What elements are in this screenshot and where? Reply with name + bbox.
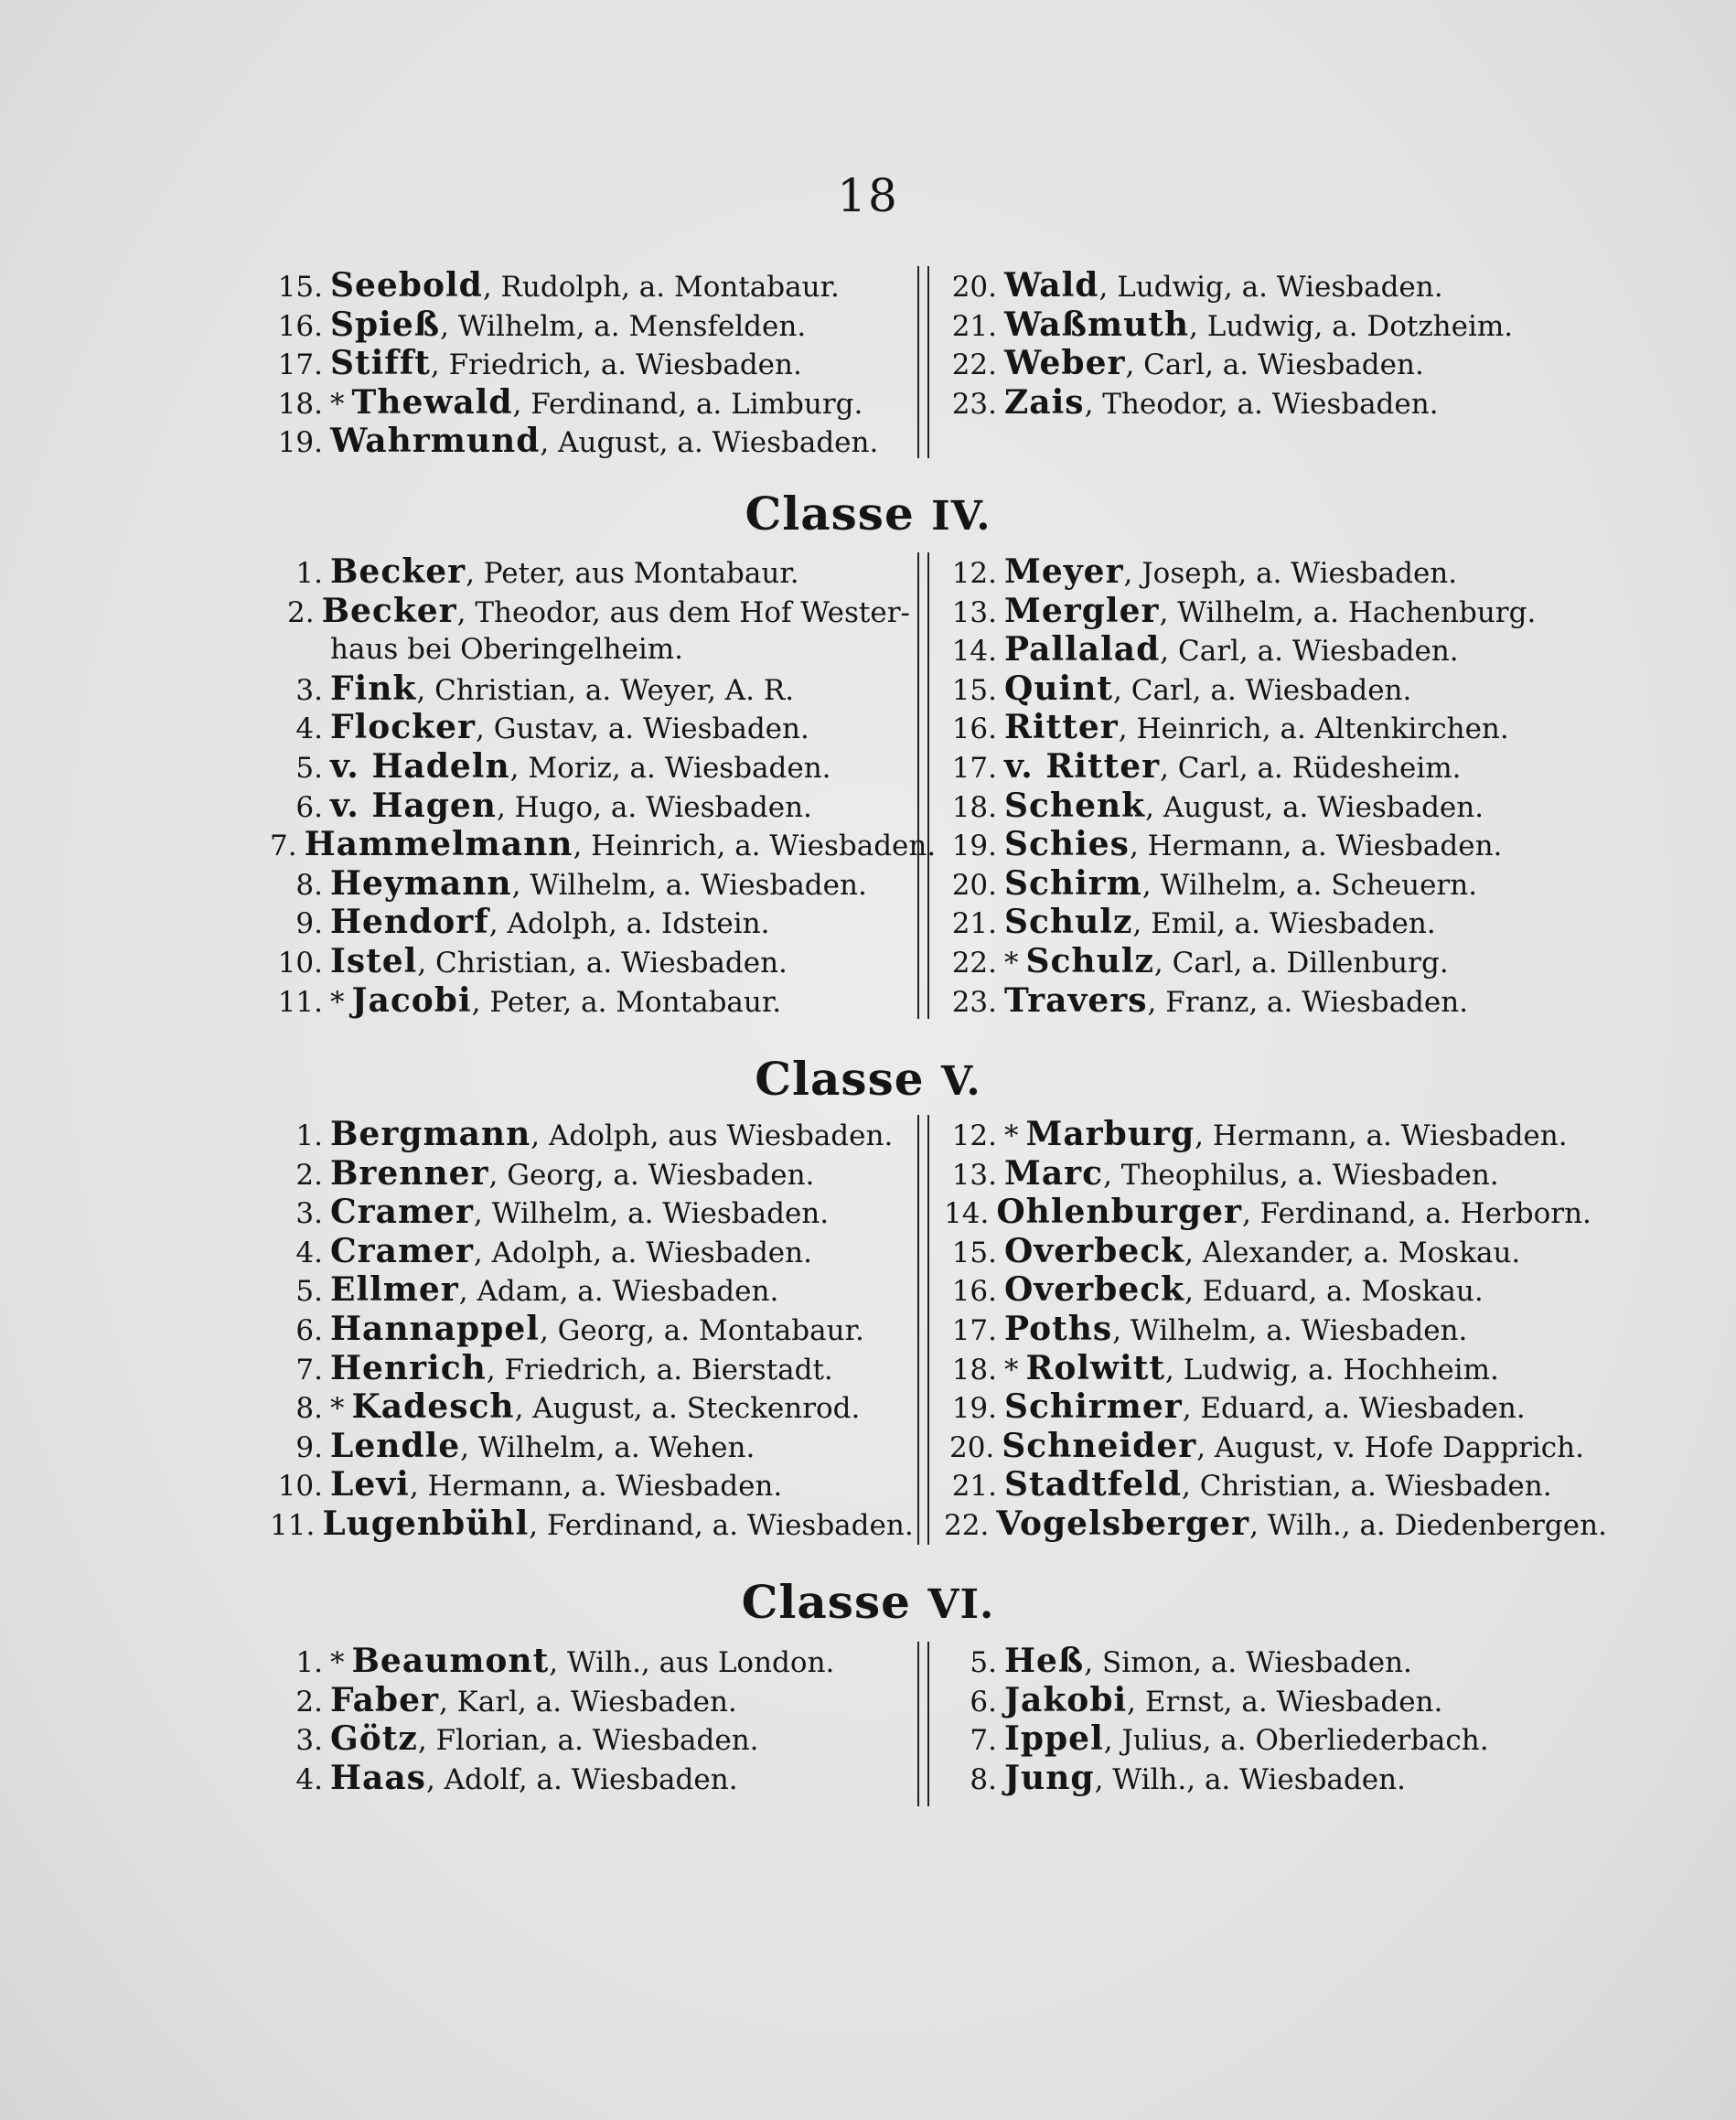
list-item xyxy=(944,383,1584,423)
column-divider xyxy=(917,1642,929,1806)
entry-details: , Eduard, a. Wiesbaden. xyxy=(1182,1392,1526,1426)
entry-asterisk: * xyxy=(1004,1353,1019,1387)
list-item xyxy=(944,903,1584,942)
entry-details: , Franz, a. Wiesbaden. xyxy=(1147,985,1469,1019)
list-item xyxy=(944,1232,1584,1271)
entry-number: 8. xyxy=(970,1762,997,1796)
entry-number: 22. xyxy=(951,946,997,980)
entry-asterisk: * xyxy=(1004,1119,1019,1152)
entry-number: 20. xyxy=(948,1430,995,1464)
entry-surname: Weber xyxy=(1004,344,1126,383)
entry-details: , Georg, a. Wiesbaden. xyxy=(488,1158,815,1192)
entry-number: 3. xyxy=(295,1197,323,1231)
list-item xyxy=(270,1310,910,1349)
entry-surname: Schulz xyxy=(1025,941,1154,980)
list-item xyxy=(270,1270,910,1310)
entry-surname: Flocker xyxy=(330,708,476,747)
list-item xyxy=(270,1115,910,1154)
entry-details: , Alexander, a. Moskau. xyxy=(1184,1236,1521,1269)
entry-details: , Peter, aus Montabaur. xyxy=(466,557,799,590)
entry-surname: Lugenbühl xyxy=(322,1504,530,1543)
list-item xyxy=(270,903,910,942)
column-divider xyxy=(917,1115,929,1545)
entry-number: 7. xyxy=(270,830,297,863)
entry-number: 14. xyxy=(951,635,997,669)
entry-number: 16. xyxy=(951,1275,997,1309)
entry-surname: Hammelmann xyxy=(304,825,573,864)
entry-details: , August, a. Steckenrod. xyxy=(514,1392,861,1426)
entry-surname: Schulz xyxy=(1004,903,1133,942)
entry-number: 19. xyxy=(277,426,323,460)
entry-details: , Wilhelm, a. Hachenburg. xyxy=(1159,595,1537,629)
entry-asterisk: * xyxy=(330,985,345,1019)
list-item xyxy=(270,1504,914,1544)
entry-surname: Jung xyxy=(1004,1758,1095,1797)
entry-number: 18. xyxy=(277,387,323,421)
entry-surname: Levi xyxy=(330,1465,410,1504)
entry-details: , August, v. Hofe Dapprich. xyxy=(1196,1430,1584,1464)
list-item xyxy=(270,981,910,1021)
entry-surname: Wahrmund xyxy=(330,422,541,461)
entry-details: , Adolph, a. Idstein. xyxy=(488,907,770,941)
entry-number: 18. xyxy=(951,1353,997,1387)
entry-number: 1. xyxy=(295,557,323,590)
entry-surname: Bergmann xyxy=(330,1115,531,1153)
entry-surname: Stadtfeld xyxy=(1004,1465,1182,1504)
entry-surname: Seebold xyxy=(330,266,483,305)
entry-number: 1. xyxy=(295,1119,323,1152)
list-item xyxy=(270,669,910,709)
entry-surname: Thewald xyxy=(351,382,513,422)
entry-details: , Theodor, a. Wiesbaden. xyxy=(1084,387,1439,421)
entry-number: 5. xyxy=(295,1275,323,1309)
entry-number: 17. xyxy=(951,1313,997,1347)
entry-surname: Ohlenburger xyxy=(996,1193,1242,1232)
entry-details: , Hermann, a. Wiesbaden. xyxy=(1195,1119,1568,1152)
entry-details: , Carl, a. Wiesbaden. xyxy=(1125,348,1424,382)
list-item xyxy=(270,1154,910,1194)
entry-surname: Quint xyxy=(1004,669,1114,708)
entry-surname: v. Hadeln xyxy=(330,746,510,786)
entry-surname: Pallalad xyxy=(1004,630,1161,669)
entry-number: 7. xyxy=(970,1724,997,1758)
entry-surname: Jacobi xyxy=(351,980,472,1020)
list-item xyxy=(944,1719,1584,1759)
entry-number: 6. xyxy=(295,790,323,824)
entry-details: , Emil, a. Wiesbaden. xyxy=(1132,907,1436,941)
entry-number: 16. xyxy=(277,309,323,343)
entry-number: 21. xyxy=(951,1470,997,1504)
entry-number: 16. xyxy=(951,712,997,746)
entry-surname: Hendorf xyxy=(330,903,489,942)
entry-details: , Rudolph, a. Montabaur. xyxy=(482,271,840,304)
entry-surname: Henrich xyxy=(330,1348,487,1387)
entry-surname: Istel xyxy=(330,941,418,980)
heading-word: Classe xyxy=(741,1575,911,1629)
entry-number: 7. xyxy=(295,1353,323,1387)
entry-surname: Becker xyxy=(321,591,457,630)
entry-number: 2. xyxy=(286,595,315,629)
entry-number: 17. xyxy=(277,348,323,382)
list-item xyxy=(944,1759,1584,1798)
entry-surname: Ellmer xyxy=(330,1270,459,1310)
entry-surname: Schirm xyxy=(1004,863,1142,903)
entry-surname: Vogelsberger xyxy=(996,1504,1250,1543)
entry-number: 15. xyxy=(951,673,997,707)
list-item xyxy=(270,1465,910,1504)
entry-asterisk: * xyxy=(1004,946,1019,980)
entry-number: 6. xyxy=(295,1313,323,1347)
entry-details: , Ernst, a. Wiesbaden. xyxy=(1127,1685,1443,1718)
entry-surname: Kadesch xyxy=(351,1387,515,1427)
entry-details: , Theodor, aus dem Hof Wester- xyxy=(456,595,910,629)
heading-classe-v xyxy=(0,1052,1736,1106)
entry-surname: Poths xyxy=(1004,1309,1113,1348)
list-item xyxy=(270,787,910,826)
list-item xyxy=(270,305,910,345)
list-item xyxy=(944,630,1584,669)
list-item xyxy=(270,1232,910,1271)
entry-surname: Ritter xyxy=(1004,708,1119,747)
heading-classe-vi xyxy=(0,1575,1736,1629)
entry-surname: v. Ritter xyxy=(1004,746,1161,786)
entry-surname: Heß xyxy=(1004,1642,1085,1680)
list-item xyxy=(944,1427,1584,1466)
column-right xyxy=(944,552,1584,1020)
entry-number: 8. xyxy=(295,1392,323,1426)
list-item xyxy=(944,669,1584,709)
entry-details: , Ferdinand, a. Wiesbaden. xyxy=(529,1508,914,1542)
entry-number: 23. xyxy=(951,387,997,421)
entry-surname: Heymann xyxy=(330,863,512,903)
entry-details: , Eduard, a. Moskau. xyxy=(1184,1275,1484,1309)
list-item xyxy=(270,1719,910,1759)
entry-details: , Wilh., aus London. xyxy=(549,1646,835,1679)
entry-surname: Brenner xyxy=(330,1153,489,1193)
entry-asterisk: * xyxy=(330,387,345,421)
list-item xyxy=(270,708,910,747)
list-item xyxy=(944,1465,1584,1504)
entry-number: 4. xyxy=(295,712,323,746)
column-left xyxy=(270,1115,914,1544)
entry-number: 4. xyxy=(295,1762,323,1796)
heading-roman: V. xyxy=(940,1058,981,1105)
entry-number: 10. xyxy=(277,1470,323,1504)
column-left xyxy=(270,266,910,461)
list-item xyxy=(270,747,910,787)
list-item xyxy=(270,1349,910,1388)
entry-details: , Wilhelm, a. Mensfelden. xyxy=(440,309,807,343)
entry-details: , Christian, a. Weyer, A. R. xyxy=(416,673,795,707)
entry-surname: Overbeck xyxy=(1004,1231,1185,1270)
list-item xyxy=(270,1193,910,1232)
list-item xyxy=(944,1504,1607,1544)
entry-number: 1. xyxy=(295,1646,323,1679)
entry-surname: Haas xyxy=(330,1758,426,1797)
list-item xyxy=(270,864,910,904)
entry-surname: Travers xyxy=(1004,980,1148,1020)
entry-surname: Rolwitt xyxy=(1025,1348,1166,1387)
entry-number: 19. xyxy=(951,1392,997,1426)
list-item xyxy=(270,1759,910,1798)
list-item xyxy=(944,864,1584,904)
entry-details: , Hugo, a. Wiesbaden. xyxy=(496,790,812,824)
entry-asterisk: * xyxy=(330,1646,345,1679)
entry-number: 21. xyxy=(951,907,997,941)
list-item xyxy=(944,1387,1584,1427)
heading-classe-iv xyxy=(0,487,1736,541)
entry-number: 3. xyxy=(295,1724,323,1758)
entry-surname: Spieß xyxy=(330,305,441,344)
entry-number: 12. xyxy=(951,1119,997,1152)
entry-surname: Faber xyxy=(330,1680,439,1719)
entry-number: 2. xyxy=(295,1685,323,1718)
list-item xyxy=(270,1387,910,1427)
column-divider xyxy=(917,552,929,1019)
entry-details: , Heinrich, a. Altenkirchen. xyxy=(1118,712,1509,746)
entry-details: , Theophilus, a. Wiesbaden. xyxy=(1103,1158,1499,1192)
entry-number: 15. xyxy=(951,1236,997,1269)
entry-number: 19. xyxy=(951,830,997,863)
entry-number: 22. xyxy=(951,348,997,382)
entry-number: 5. xyxy=(970,1646,997,1679)
entry-surname: Zais xyxy=(1004,382,1085,422)
entry-details: , Wilh., a. Wiesbaden. xyxy=(1094,1762,1406,1796)
list-item xyxy=(944,1193,1591,1232)
entry-surname: Waßmuth xyxy=(1004,305,1190,344)
column-left xyxy=(270,1642,910,1797)
entry-number: 15. xyxy=(277,271,323,304)
column-divider xyxy=(917,266,929,458)
list-item xyxy=(944,1270,1584,1310)
list-item-continuation xyxy=(270,630,910,669)
list-item xyxy=(944,305,1584,345)
entry-surname: Fink xyxy=(330,669,417,708)
entry-details: , Heinrich, a. Wiesbaden. xyxy=(573,830,937,863)
entry-details: , Carl, a. Dillenburg. xyxy=(1153,946,1449,980)
list-item xyxy=(270,592,910,631)
entry-number: 9. xyxy=(295,907,323,941)
entry-surname: Schies xyxy=(1004,825,1130,864)
entry-details: , Ludwig, a. Dotzheim. xyxy=(1189,309,1514,343)
entry-number: 14. xyxy=(944,1197,990,1231)
entry-number: 13. xyxy=(951,1158,997,1192)
column-right xyxy=(944,1642,1584,1797)
entry-details: , Karl, a. Wiesbaden. xyxy=(438,1685,737,1718)
list-item xyxy=(944,1642,1584,1681)
entry-details: , Carl, a. Wiesbaden. xyxy=(1160,635,1459,669)
entry-details: , Peter, a. Montabaur. xyxy=(471,985,782,1019)
list-item xyxy=(270,1427,910,1466)
list-item xyxy=(944,942,1584,981)
entry-surname: Ippel xyxy=(1004,1719,1104,1759)
entry-surname: Overbeck xyxy=(1004,1270,1185,1310)
entry-surname: Wald xyxy=(1004,266,1099,305)
entry-details: , Florian, a. Wiesbaden. xyxy=(417,1724,759,1758)
column-right xyxy=(944,1115,1607,1544)
entry-details: , Moriz, a. Wiesbaden. xyxy=(509,751,831,785)
column-left xyxy=(270,552,937,1020)
entry-number: 6. xyxy=(970,1685,997,1718)
list-item xyxy=(270,383,910,423)
entry-surname: Hannappel xyxy=(330,1309,540,1348)
entry-surname: v. Hagen xyxy=(330,786,497,825)
entry-details: , Joseph, a. Wiesbaden. xyxy=(1123,557,1458,590)
entry-number: 11. xyxy=(270,1508,316,1542)
list-item xyxy=(944,1310,1584,1349)
entry-surname: Beaumont xyxy=(351,1642,550,1680)
entry-number: 2. xyxy=(295,1158,323,1192)
list-item xyxy=(944,981,1584,1021)
entry-number: 17. xyxy=(951,751,997,785)
list-item xyxy=(944,825,1584,864)
list-item xyxy=(944,1681,1584,1720)
entry-number: 10. xyxy=(277,946,323,980)
column-right xyxy=(944,266,1584,422)
entry-surname: Jakobi xyxy=(1004,1680,1128,1719)
entry-details: , Christian, a. Wiesbaden. xyxy=(1182,1470,1552,1504)
entry-asterisk: * xyxy=(330,1392,345,1426)
entry-details: , Wilhelm, a. Wiesbaden. xyxy=(1112,1313,1468,1347)
entry-details: , Julius, a. Oberliederbach. xyxy=(1103,1724,1489,1758)
heading-roman: VI. xyxy=(927,1581,995,1628)
entry-surname: Schirmer xyxy=(1004,1387,1183,1427)
list-item xyxy=(944,344,1584,383)
list-item xyxy=(944,708,1584,747)
entry-number: 5. xyxy=(295,751,323,785)
entry-details: , Friedrich, a. Bierstadt. xyxy=(486,1353,833,1387)
list-item xyxy=(270,825,937,864)
entry-number: 22. xyxy=(944,1508,990,1542)
entry-surname: Stifft xyxy=(330,344,431,383)
heading-word: Classe xyxy=(755,1052,925,1106)
entry-surname: Becker xyxy=(330,552,466,591)
entry-number: 4. xyxy=(295,1236,323,1269)
entry-details: , Christian, a. Wiesbaden. xyxy=(417,946,788,980)
list-item xyxy=(944,787,1584,826)
list-item xyxy=(270,552,910,592)
entry-details: , August, a. Wiesbaden. xyxy=(1145,790,1484,824)
entry-details: , Ferdinand, a. Limburg. xyxy=(512,387,863,421)
list-item xyxy=(944,266,1584,305)
entry-surname: Cramer xyxy=(330,1193,474,1232)
entry-surname: Schneider xyxy=(1002,1426,1197,1465)
entry-surname: Marc xyxy=(1004,1153,1104,1193)
entry-details: , Wilh., a. Diedenbergen. xyxy=(1249,1508,1607,1542)
entry-details: , Wilhelm, a. Wehen. xyxy=(460,1430,755,1464)
entry-details: , Friedrich, a. Wiesbaden. xyxy=(430,348,802,382)
entry-number: 11. xyxy=(277,985,323,1019)
entry-number: 21. xyxy=(951,309,997,343)
list-item xyxy=(270,1681,910,1720)
list-item xyxy=(270,942,910,981)
entry-number: 8. xyxy=(295,868,323,902)
entry-details: haus bei Oberingelheim. xyxy=(330,633,684,667)
entry-details: , Carl, a. Rüdesheim. xyxy=(1160,751,1462,785)
list-item xyxy=(944,1115,1584,1154)
entry-details: , Georg, a. Montabaur. xyxy=(539,1313,864,1347)
list-item xyxy=(944,552,1584,592)
entry-details: , August, a. Wiesbaden. xyxy=(540,426,879,460)
list-item xyxy=(944,1154,1584,1194)
entry-surname: Meyer xyxy=(1004,552,1124,591)
heading-word: Classe xyxy=(745,487,915,541)
entry-details: , Hermann, a. Wiesbaden. xyxy=(1129,830,1503,863)
entry-surname: Lendle xyxy=(330,1426,461,1465)
list-item xyxy=(270,422,910,461)
entry-number: 12. xyxy=(951,557,997,590)
entry-details: , Adam, a. Wiesbaden. xyxy=(458,1275,779,1309)
entry-details: , Ludwig, a. Wiesbaden. xyxy=(1098,271,1443,304)
entry-details: , Carl, a. Wiesbaden. xyxy=(1113,673,1412,707)
entry-surname: Cramer xyxy=(330,1231,474,1270)
heading-roman: IV. xyxy=(931,493,991,540)
page-number: 18 xyxy=(837,169,899,222)
entry-surname: Götz xyxy=(330,1719,418,1759)
entry-details: , Wilhelm, a. Wiesbaden. xyxy=(473,1197,830,1231)
entry-number: 9. xyxy=(295,1430,323,1464)
list-item xyxy=(270,1642,910,1681)
entry-surname: Schenk xyxy=(1004,786,1146,825)
entry-details: , Adolph, a. Wiesbaden. xyxy=(473,1236,812,1269)
entry-details: , Wilhelm, a. Wiesbaden. xyxy=(511,868,867,902)
entry-details: , Adolf, a. Wiesbaden. xyxy=(425,1762,738,1796)
entry-details: , Ferdinand, a. Herborn. xyxy=(1241,1197,1591,1231)
entry-details: , Wilhelm, a. Scheuern. xyxy=(1141,868,1478,902)
entry-number: 18. xyxy=(951,790,997,824)
list-item xyxy=(944,592,1584,631)
entry-number: 3. xyxy=(295,673,323,707)
list-item xyxy=(944,747,1584,787)
entry-number: 23. xyxy=(951,985,997,1019)
list-item xyxy=(270,344,910,383)
entry-surname: Mergler xyxy=(1004,591,1160,630)
entry-number: 20. xyxy=(951,271,997,304)
entry-number: 13. xyxy=(951,595,997,629)
list-item xyxy=(270,266,910,305)
entry-details: , Simon, a. Wiesbaden. xyxy=(1084,1646,1412,1679)
list-item xyxy=(944,1349,1584,1388)
entry-details: , Gustav, a. Wiesbaden. xyxy=(475,712,809,746)
entry-details: , Hermann, a. Wiesbaden. xyxy=(409,1470,783,1504)
entry-details: , Ludwig, a. Hochheim. xyxy=(1165,1353,1499,1387)
entry-details: , Adolph, aus Wiesbaden. xyxy=(530,1119,894,1152)
entry-surname: Marburg xyxy=(1025,1115,1195,1153)
entry-number: 20. xyxy=(951,868,997,902)
